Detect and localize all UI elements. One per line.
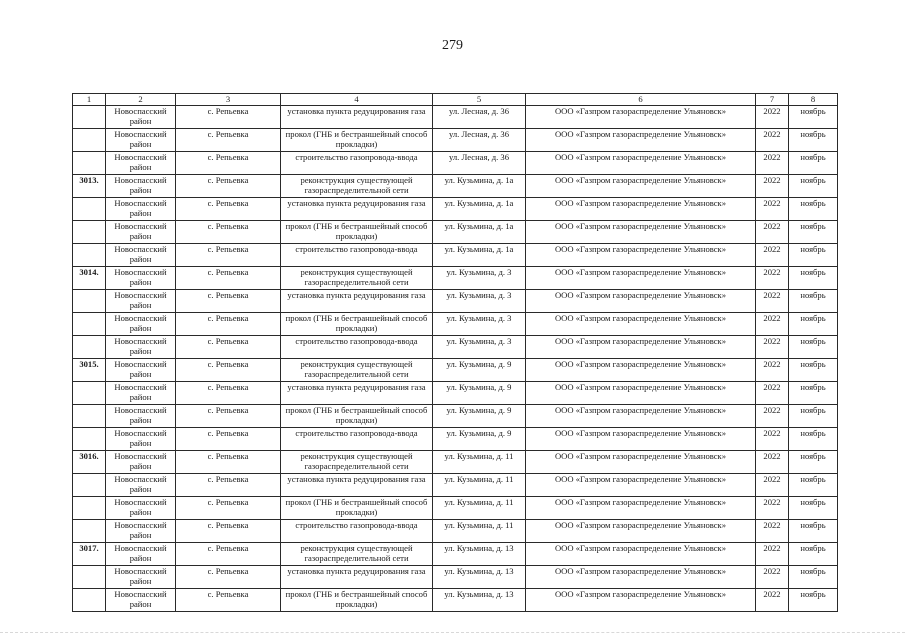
table-row [73,152,838,175]
locality-cell: с. Репьевка [176,566,281,589]
organization-cell: ООО «Газпром газораспределение Ульяновск» [526,520,756,543]
district-cell: Новоспасский район [106,543,176,566]
locality-cell: с. Репьевка [176,405,281,428]
address-cell: ул. Лесная, д. 36 [433,106,526,129]
header-col-1: 1 [73,94,106,106]
district-cell: Новоспасский район [106,497,176,520]
locality-cell: с. Репьевка [176,313,281,336]
work-type-cell: реконструкция существующей газораспределительной сети [281,451,433,474]
address-cell: ул. Кузьмина, д. 9 [433,428,526,451]
locality-cell: с. Репьевка [176,359,281,382]
year-cell: 2022 [756,244,789,267]
locality-cell: с. Репьевка [176,267,281,290]
organization-cell: ООО «Газпром газораспределение Ульяновск» [526,451,756,474]
organization-cell: ООО «Газпром газораспределение Ульяновск» [526,198,756,221]
district-cell: Новоспасский район [106,520,176,543]
district-cell: Новоспасский район [106,244,176,267]
month-cell: ноябрь [789,497,838,520]
table-row [73,267,838,290]
year-cell: 2022 [756,497,789,520]
district-cell: Новоспасский район [106,221,176,244]
item-number-cell [73,520,106,543]
item-number-cell [73,428,106,451]
work-type-cell: прокол (ГНБ и бестраншейный способ прокладки) [281,129,433,152]
work-type-cell: установка пункта редуцирования газа [281,290,433,313]
locality-cell: с. Репьевка [176,244,281,267]
month-cell: ноябрь [789,152,838,175]
month-cell: ноябрь [789,313,838,336]
item-number-cell [73,313,106,336]
month-cell: ноябрь [789,106,838,129]
work-type-cell: установка пункта редуцирования газа [281,566,433,589]
month-cell: ноябрь [789,428,838,451]
table-row [73,520,838,543]
locality-cell: с. Репьевка [176,474,281,497]
item-number-cell [73,474,106,497]
year-cell: 2022 [756,405,789,428]
work-type-cell: строительство газопровода-ввода [281,244,433,267]
organization-cell: ООО «Газпром газораспределение Ульяновск» [526,129,756,152]
table-row [73,106,838,129]
item-number-cell: 3013. [73,175,106,198]
address-cell: ул. Кузьмина, д. 1а [433,175,526,198]
year-cell: 2022 [756,129,789,152]
address-cell: ул. Кузьмина, д. 13 [433,589,526,612]
organization-cell: ООО «Газпром газораспределение Ульяновск» [526,474,756,497]
header-row [73,94,838,106]
registry-table [72,93,838,612]
table-row [73,175,838,198]
address-cell: ул. Кузьмина, д. 11 [433,474,526,497]
locality-cell: с. Репьевка [176,175,281,198]
month-cell: ноябрь [789,474,838,497]
table-row [73,474,838,497]
locality-cell: с. Репьевка [176,428,281,451]
month-cell: ноябрь [789,359,838,382]
header-col-6: 6 [526,94,756,106]
district-cell: Новоспасский район [106,428,176,451]
table-row [73,566,838,589]
item-number-cell: 3014. [73,267,106,290]
year-cell: 2022 [756,589,789,612]
district-cell: Новоспасский район [106,566,176,589]
month-cell: ноябрь [789,267,838,290]
locality-cell: с. Репьевка [176,589,281,612]
year-cell: 2022 [756,428,789,451]
address-cell: ул. Кузьмина, д. 3 [433,267,526,290]
address-cell: ул. Кузьмина, д. 1а [433,221,526,244]
header-col-2: 2 [106,94,176,106]
year-cell: 2022 [756,152,789,175]
locality-cell: с. Репьевка [176,451,281,474]
year-cell: 2022 [756,106,789,129]
table-row [73,497,838,520]
work-type-cell: прокол (ГНБ и бестраншейный способ прокладки) [281,405,433,428]
item-number-cell [73,152,106,175]
address-cell: ул. Лесная, д. 36 [433,152,526,175]
organization-cell: ООО «Газпром газораспределение Ульяновск» [526,497,756,520]
item-number-cell [73,244,106,267]
locality-cell: с. Репьевка [176,336,281,359]
organization-cell: ООО «Газпром газораспределение Ульяновск» [526,221,756,244]
organization-cell: ООО «Газпром газораспределение Ульяновск» [526,267,756,290]
page-number: 279 [442,38,463,53]
month-cell: ноябрь [789,520,838,543]
locality-cell: с. Репьевка [176,152,281,175]
locality-cell: с. Репьевка [176,497,281,520]
district-cell: Новоспасский район [106,474,176,497]
locality-cell: с. Репьевка [176,221,281,244]
year-cell: 2022 [756,267,789,290]
organization-cell: ООО «Газпром газораспределение Ульяновск» [526,382,756,405]
year-cell: 2022 [756,543,789,566]
table-body [73,106,838,612]
address-cell: ул. Кузьмина, д. 3 [433,313,526,336]
work-type-cell: прокол (ГНБ и бестраншейный способ прокладки) [281,497,433,520]
year-cell: 2022 [756,221,789,244]
work-type-cell: установка пункта редуцирования газа [281,382,433,405]
table-row [73,336,838,359]
scan-edge-line [0,632,905,634]
organization-cell: ООО «Газпром газораспределение Ульяновск» [526,359,756,382]
locality-cell: с. Репьевка [176,129,281,152]
organization-cell: ООО «Газпром газораспределение Ульяновск» [526,405,756,428]
item-number-cell [73,382,106,405]
table-row [73,451,838,474]
table-row [73,244,838,267]
month-cell: ноябрь [789,198,838,221]
district-cell: Новоспасский район [106,152,176,175]
address-cell: ул. Кузьмина, д. 11 [433,451,526,474]
table-row [73,543,838,566]
work-type-cell: прокол (ГНБ и бестраншейный способ прокладки) [281,221,433,244]
work-type-cell: прокол (ГНБ и бестраншейный способ прокладки) [281,589,433,612]
header-col-8: 8 [789,94,838,106]
item-number-cell [73,405,106,428]
table-row [73,313,838,336]
month-cell: ноябрь [789,290,838,313]
organization-cell: ООО «Газпром газораспределение Ульяновск» [526,244,756,267]
month-cell: ноябрь [789,175,838,198]
item-number-cell: 3015. [73,359,106,382]
year-cell: 2022 [756,175,789,198]
organization-cell: ООО «Газпром газораспределение Ульяновск» [526,543,756,566]
district-cell: Новоспасский район [106,451,176,474]
locality-cell: с. Репьевка [176,543,281,566]
address-cell: ул. Кузьмина, д. 11 [433,520,526,543]
address-cell: ул. Кузьмина, д. 3 [433,290,526,313]
table-row [73,428,838,451]
year-cell: 2022 [756,336,789,359]
organization-cell: ООО «Газпром газораспределение Ульяновск» [526,175,756,198]
month-cell: ноябрь [789,244,838,267]
table-row [73,359,838,382]
address-cell: ул. Кузьмина, д. 3 [433,336,526,359]
month-cell: ноябрь [789,451,838,474]
item-number-cell [73,106,106,129]
year-cell: 2022 [756,313,789,336]
district-cell: Новоспасский район [106,336,176,359]
item-number-cell [73,198,106,221]
district-cell: Новоспасский район [106,129,176,152]
year-cell: 2022 [756,566,789,589]
item-number-cell [73,589,106,612]
month-cell: ноябрь [789,382,838,405]
work-type-cell: строительство газопровода-ввода [281,428,433,451]
organization-cell: ООО «Газпром газораспределение Ульяновск» [526,152,756,175]
address-cell: ул. Лесная, д. 36 [433,129,526,152]
table-row [73,221,838,244]
year-cell: 2022 [756,198,789,221]
year-cell: 2022 [756,382,789,405]
month-cell: ноябрь [789,221,838,244]
district-cell: Новоспасский район [106,106,176,129]
item-number-cell: 3017. [73,543,106,566]
address-cell: ул. Кузьмина, д. 1а [433,198,526,221]
organization-cell: ООО «Газпром газораспределение Ульяновск» [526,566,756,589]
year-cell: 2022 [756,451,789,474]
work-type-cell: реконструкция существующей газораспределительной сети [281,359,433,382]
district-cell: Новоспасский район [106,589,176,612]
work-type-cell: реконструкция существующей газораспределительной сети [281,267,433,290]
month-cell: ноябрь [789,336,838,359]
address-cell: ул. Кузьмина, д. 11 [433,497,526,520]
month-cell: ноябрь [789,405,838,428]
address-cell: ул. Кузьмина, д. 9 [433,359,526,382]
address-cell: ул. Кузьмина, д. 9 [433,382,526,405]
organization-cell: ООО «Газпром газораспределение Ульяновск» [526,106,756,129]
year-cell: 2022 [756,359,789,382]
year-cell: 2022 [756,520,789,543]
item-number-cell [73,497,106,520]
district-cell: Новоспасский район [106,267,176,290]
locality-cell: с. Репьевка [176,198,281,221]
organization-cell: ООО «Газпром газораспределение Ульяновск» [526,336,756,359]
year-cell: 2022 [756,290,789,313]
item-number-cell [73,290,106,313]
table-row [73,589,838,612]
item-number-cell [73,221,106,244]
item-number-cell: 3016. [73,451,106,474]
address-cell: ул. Кузьмина, д. 13 [433,543,526,566]
year-cell: 2022 [756,474,789,497]
header-col-5: 5 [433,94,526,106]
district-cell: Новоспасский район [106,359,176,382]
table-row [73,198,838,221]
month-cell: ноябрь [789,129,838,152]
header-col-4: 4 [281,94,433,106]
work-type-cell: строительство газопровода-ввода [281,152,433,175]
month-cell: ноябрь [789,543,838,566]
work-type-cell: строительство газопровода-ввода [281,520,433,543]
organization-cell: ООО «Газпром газораспределение Ульяновск» [526,290,756,313]
district-cell: Новоспасский район [106,198,176,221]
table-row [73,129,838,152]
table-row [73,405,838,428]
work-type-cell: строительство газопровода-ввода [281,336,433,359]
work-type-cell: установка пункта редуцирования газа [281,106,433,129]
item-number-cell [73,129,106,152]
organization-cell: ООО «Газпром газораспределение Ульяновск» [526,428,756,451]
locality-cell: с. Репьевка [176,382,281,405]
work-type-cell: реконструкция существующей газораспределительной сети [281,543,433,566]
table-header [73,94,838,106]
item-number-cell [73,336,106,359]
district-cell: Новоспасский район [106,382,176,405]
address-cell: ул. Кузьмина, д. 9 [433,405,526,428]
header-col-3: 3 [176,94,281,106]
work-type-cell: реконструкция существующей газораспределительной сети [281,175,433,198]
locality-cell: с. Репьевка [176,106,281,129]
address-cell: ул. Кузьмина, д. 13 [433,566,526,589]
district-cell: Новоспасский район [106,313,176,336]
locality-cell: с. Репьевка [176,520,281,543]
district-cell: Новоспасский район [106,175,176,198]
header-col-7: 7 [756,94,789,106]
locality-cell: с. Репьевка [176,290,281,313]
month-cell: ноябрь [789,566,838,589]
address-cell: ул. Кузьмина, д. 1а [433,244,526,267]
table-row [73,382,838,405]
work-type-cell: установка пункта редуцирования газа [281,474,433,497]
item-number-cell [73,566,106,589]
work-type-cell: прокол (ГНБ и бестраншейный способ прокладки) [281,313,433,336]
table-row [73,290,838,313]
district-cell: Новоспасский район [106,290,176,313]
organization-cell: ООО «Газпром газораспределение Ульяновск» [526,589,756,612]
work-type-cell: установка пункта редуцирования газа [281,198,433,221]
month-cell: ноябрь [789,589,838,612]
organization-cell: ООО «Газпром газораспределение Ульяновск» [526,313,756,336]
district-cell: Новоспасский район [106,405,176,428]
